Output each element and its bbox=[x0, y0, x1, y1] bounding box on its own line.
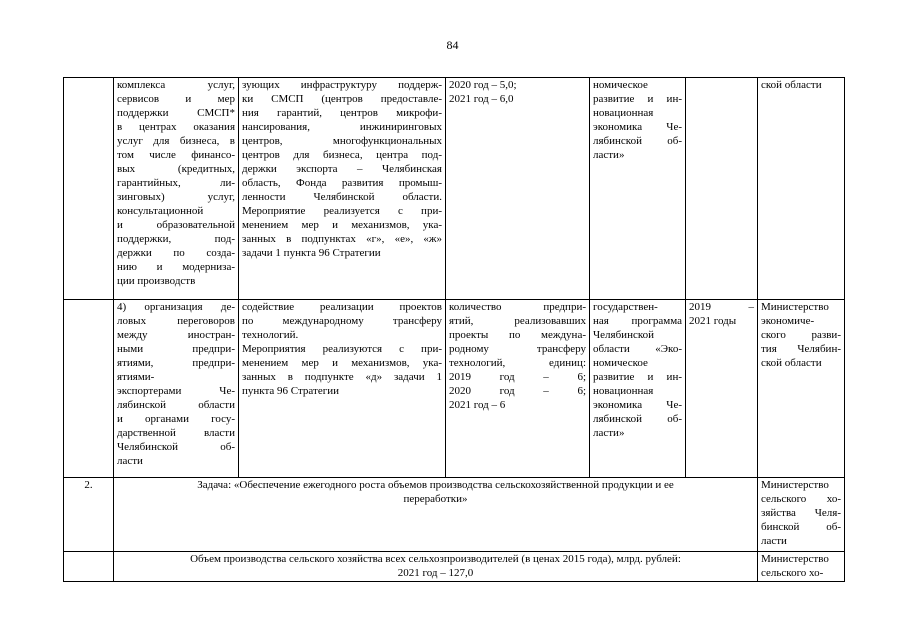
event-name-cell bbox=[114, 78, 239, 300]
text-line: занных в подпунктах «г», «е», «ж» bbox=[242, 233, 442, 245]
text-line: экономиче- bbox=[761, 315, 815, 327]
text-line: ятиями, предпри- bbox=[117, 357, 235, 369]
text-line: сельского хо- bbox=[761, 493, 841, 505]
text-line: Челябинской bbox=[593, 329, 655, 341]
text-line: том числе финансо- bbox=[117, 149, 235, 161]
text-line: ласти» bbox=[593, 149, 625, 161]
text-line: проекты по междуна- bbox=[449, 329, 586, 341]
program-cell bbox=[590, 300, 686, 478]
period-cell bbox=[686, 300, 758, 478]
indicator-cell bbox=[446, 78, 590, 300]
text-line: развитие и ин- bbox=[593, 93, 682, 105]
text-line: дарственной власти bbox=[117, 427, 235, 439]
text-line: 2021 год – 6,0 bbox=[449, 93, 514, 105]
page-number: 84 bbox=[446, 38, 459, 52]
text-line: зинговых) услуг, bbox=[117, 191, 235, 203]
text-line: 2021 год – 6 bbox=[449, 399, 506, 411]
text-line: Челябинской об- bbox=[117, 441, 235, 453]
text-line: менением мер и механизмов, ука- bbox=[242, 219, 442, 231]
text-line: комплекса услуг, bbox=[117, 79, 235, 91]
text-line: ная программа bbox=[593, 315, 682, 327]
period-cell bbox=[686, 78, 758, 300]
text-line: 2020 год – 6; bbox=[449, 385, 586, 397]
text-line: ленности Челябинской области. bbox=[242, 191, 442, 203]
event-description-cell bbox=[239, 78, 446, 300]
text-line: ласти» bbox=[593, 427, 625, 439]
text-line: 2021 год – 127,0 bbox=[397, 567, 474, 579]
text-line: зующих инфраструктуру поддерж- bbox=[242, 79, 442, 91]
text-line: ского разви- bbox=[761, 329, 841, 341]
text-line: переработки» bbox=[403, 493, 468, 505]
text-line: новационная bbox=[593, 385, 654, 397]
text-line: экономика Че- bbox=[593, 121, 682, 133]
text-line: лябинской об- bbox=[593, 413, 682, 425]
text-line: государствен- bbox=[593, 301, 658, 313]
text-line: номическое bbox=[593, 357, 648, 369]
table-row bbox=[64, 78, 845, 300]
text-line: гарантийных, ли- bbox=[117, 177, 235, 189]
indicator-summary-cell bbox=[114, 552, 758, 582]
text-line: ными предпри- bbox=[117, 343, 235, 355]
text-line: лябинской об- bbox=[593, 135, 682, 147]
text-line: количество предпри- bbox=[449, 301, 586, 313]
responsible-cell bbox=[758, 478, 845, 552]
text-line: технологий. bbox=[242, 329, 299, 341]
text-line: держки по созда- bbox=[117, 247, 235, 259]
text-line: 4) организация де- bbox=[117, 301, 235, 313]
text-line: пункта 96 Стратегии bbox=[242, 385, 340, 397]
strategy-table bbox=[63, 77, 845, 582]
row-number-cell bbox=[64, 300, 114, 478]
text-line: ки СМСП (центров предоставле- bbox=[242, 93, 442, 105]
text-line: тия Челябин- bbox=[761, 343, 841, 355]
text-line: зяйства Челя- bbox=[761, 507, 841, 519]
task-number-cell: 2. bbox=[64, 478, 114, 552]
text-line: родному трансферу bbox=[449, 343, 586, 355]
text-line: поддержки, под- bbox=[117, 233, 235, 245]
text-line: Объем производства сельского хозяйства всех сельхозпроизводителей (в ценах 2015 года), млрд. рублей: bbox=[190, 553, 681, 565]
text-line: держки экспорта – Челябинская bbox=[242, 163, 442, 175]
table-row bbox=[64, 478, 845, 552]
text-line: Министерство bbox=[761, 301, 829, 313]
program-cell bbox=[590, 78, 686, 300]
text-line: номическое bbox=[593, 79, 648, 91]
responsible-cell bbox=[758, 552, 845, 582]
text-line: вых (кредитных, bbox=[117, 163, 235, 175]
text-line: экономика Че- bbox=[593, 399, 682, 411]
task-cell bbox=[114, 478, 758, 552]
text-line: новационная bbox=[593, 107, 654, 119]
text-line: ласти bbox=[761, 535, 787, 547]
text-line: задачи 1 пункта 96 Стратегии bbox=[242, 247, 381, 259]
text-line: сервисов и мер bbox=[117, 93, 235, 105]
text-line: по международному трансферу bbox=[242, 315, 442, 327]
text-line: технологий, единиц: bbox=[449, 357, 586, 369]
text-line: и органами госу- bbox=[117, 413, 235, 425]
text-line: ской области bbox=[761, 79, 822, 91]
text-line: лябинской области bbox=[117, 399, 235, 411]
table-row bbox=[64, 552, 845, 582]
row-number-cell bbox=[64, 552, 114, 582]
text-line: сельского хо- bbox=[761, 567, 824, 579]
text-line: в центрах оказания bbox=[117, 121, 235, 133]
row-number-cell bbox=[64, 78, 114, 300]
responsible-cell bbox=[758, 300, 845, 478]
text-line: ской области bbox=[761, 357, 822, 369]
text-line: 2019 – bbox=[689, 301, 754, 313]
text-line: ловых переговоров bbox=[117, 315, 235, 327]
text-line: консультационной bbox=[117, 205, 204, 217]
text-line: между иностран- bbox=[117, 329, 235, 341]
text-line: занных в подпункте «д» задачи 1 bbox=[242, 371, 442, 383]
text-line: ласти bbox=[117, 455, 143, 467]
text-line: менением мер и механизмов, ука- bbox=[242, 357, 442, 369]
text-line: развитие и ин- bbox=[593, 371, 682, 383]
text-line: поддержки СМСП* bbox=[117, 107, 235, 119]
text-line: Министерство bbox=[761, 479, 829, 491]
event-description-cell bbox=[239, 300, 446, 478]
text-line: 2019 год – 6; bbox=[449, 371, 586, 383]
text-line: Министерство bbox=[761, 553, 829, 565]
text-line: ции производств bbox=[117, 275, 196, 287]
table-row bbox=[64, 300, 845, 478]
text-line: Мероприятие реализуется с при- bbox=[242, 205, 442, 217]
text-line: экспортерами Че- bbox=[117, 385, 235, 397]
text-line: бинской об- bbox=[761, 521, 841, 533]
indicator-cell bbox=[446, 300, 590, 478]
text-line: услуг для бизнеса, в bbox=[117, 135, 235, 147]
text-line: центров, многофункциональных bbox=[242, 135, 442, 147]
text-line: область, Фонда развития промыш- bbox=[242, 177, 442, 189]
text-line: ния гарантий, центров микрофи- bbox=[242, 107, 442, 119]
text-line: ятиями- bbox=[117, 371, 155, 383]
text-line: нансирования, инжиниринговых bbox=[242, 121, 442, 133]
text-line: 2020 год – 5,0; bbox=[449, 79, 517, 91]
text-line: центров для бизнеса, центра под- bbox=[242, 149, 442, 161]
responsible-cell bbox=[758, 78, 845, 300]
text-line: ятий, реализовавших bbox=[449, 315, 586, 327]
text-line: содействие реализации проектов bbox=[242, 301, 442, 313]
text-line: 2021 годы bbox=[689, 315, 737, 327]
text-line: Мероприятия реализуются с при- bbox=[242, 343, 442, 355]
event-name-cell bbox=[114, 300, 239, 478]
text-line: области «Эко- bbox=[593, 343, 682, 355]
text-line: нию и модерниза- bbox=[117, 261, 235, 273]
text-line: и образовательной bbox=[117, 219, 235, 231]
text-line: Задача: «Обеспечение ежегодного роста объемов производства сельскохозяйственной продукции и ее bbox=[197, 479, 674, 491]
